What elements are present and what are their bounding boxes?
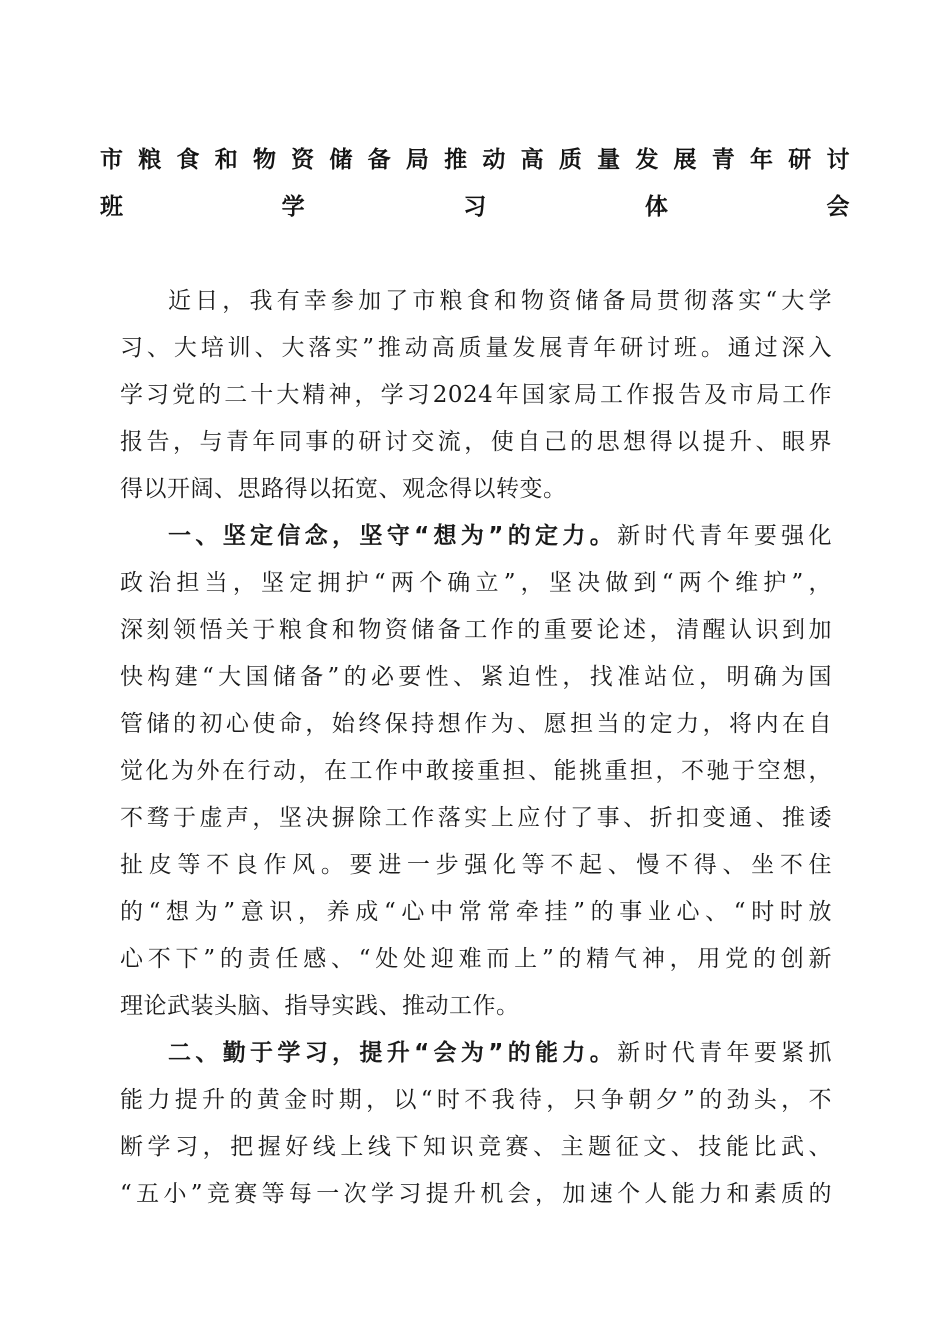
paragraph-section-1 bbox=[120, 513, 832, 1030]
paragraph-line: 能力提升的黄金时期，以“时不我待，只争朝夕”的劲头，不 bbox=[120, 1087, 832, 1113]
paragraph-line: 报告，与青年同事的研讨交流，使自己的思想得以提升、眼界 bbox=[120, 429, 832, 455]
paragraph-line: 习、大培训、大落实”推动高质量发展青年研讨班。通过深入 bbox=[120, 335, 832, 361]
paragraph-section-2 bbox=[120, 1030, 832, 1218]
paragraph-line: 深刻领悟关于粮食和物资储备工作的重要论述，清醒认识到加 bbox=[120, 617, 832, 643]
paragraph-first-line bbox=[120, 513, 832, 560]
paragraph-line: 断学习，把握好线上线下知识竞赛、主题征文、技能比武、 bbox=[120, 1134, 832, 1160]
paragraph-line: 学习党的二十大精神，学习2024年国家局工作报告及市局工作 bbox=[120, 382, 832, 408]
paragraph-line: 得以开阔、思路得以拓宽、观念得以转变。 bbox=[120, 476, 567, 502]
paragraph-line: 觉化为外在行动，在工作中敢接重担、能挑重担，不驰于空想， bbox=[120, 758, 832, 784]
paragraph-line: “五小”竞赛等每一次学习提升机会，加速个人能力和素质的 bbox=[120, 1181, 832, 1207]
title-line-1: 市粮食和物资储备局推动高质量发展青年研讨 bbox=[100, 146, 850, 173]
paragraph-first-line bbox=[120, 1030, 832, 1077]
section-heading: 一、坚定信念，坚守“想为”的定力。 bbox=[168, 523, 618, 549]
paragraph-line: 近日，我有幸参加了市粮食和物资储备局贯彻落实“大学 bbox=[168, 288, 832, 314]
paragraph-line: 理论武装头脑、指导实践、推动工作。 bbox=[120, 993, 520, 1019]
paragraph-line: 快构建“大国储备”的必要性、紧迫性，找准站位，明确为国 bbox=[120, 664, 832, 690]
paragraph-line: 扯皮等不良作风。要进一步强化等不起、慢不得、坐不住 bbox=[120, 852, 832, 878]
paragraph-line: 心不下”的责任感、“处处迎难而上”的精气神，用党的创新 bbox=[120, 946, 832, 972]
document-body bbox=[120, 278, 832, 1218]
section-heading: 二、勤于学习，提升“会为”的能力。 bbox=[168, 1040, 618, 1066]
paragraph-line-rest: 新时代青年要强化 bbox=[617, 523, 833, 549]
paragraph-line-rest: 新时代青年要紧抓 bbox=[617, 1040, 833, 1066]
paragraph-line: 不骛于虚声，坚决摒除工作落实上应付了事、折扣变通、推诿 bbox=[120, 805, 832, 831]
document-title bbox=[100, 136, 850, 230]
paragraph-line: 政治担当，坚定拥护“两个确立”，坚决做到“两个维护”， bbox=[120, 570, 832, 596]
title-line-2: 班学习体会 bbox=[100, 193, 850, 220]
paragraph-intro bbox=[120, 278, 832, 513]
paragraph-line: 的“想为”意识，养成“心中常常牵挂”的事业心、“时时放 bbox=[120, 899, 832, 925]
paragraph-line: 管储的初心使命，始终保持想作为、愿担当的定力，将内在自 bbox=[120, 711, 832, 737]
